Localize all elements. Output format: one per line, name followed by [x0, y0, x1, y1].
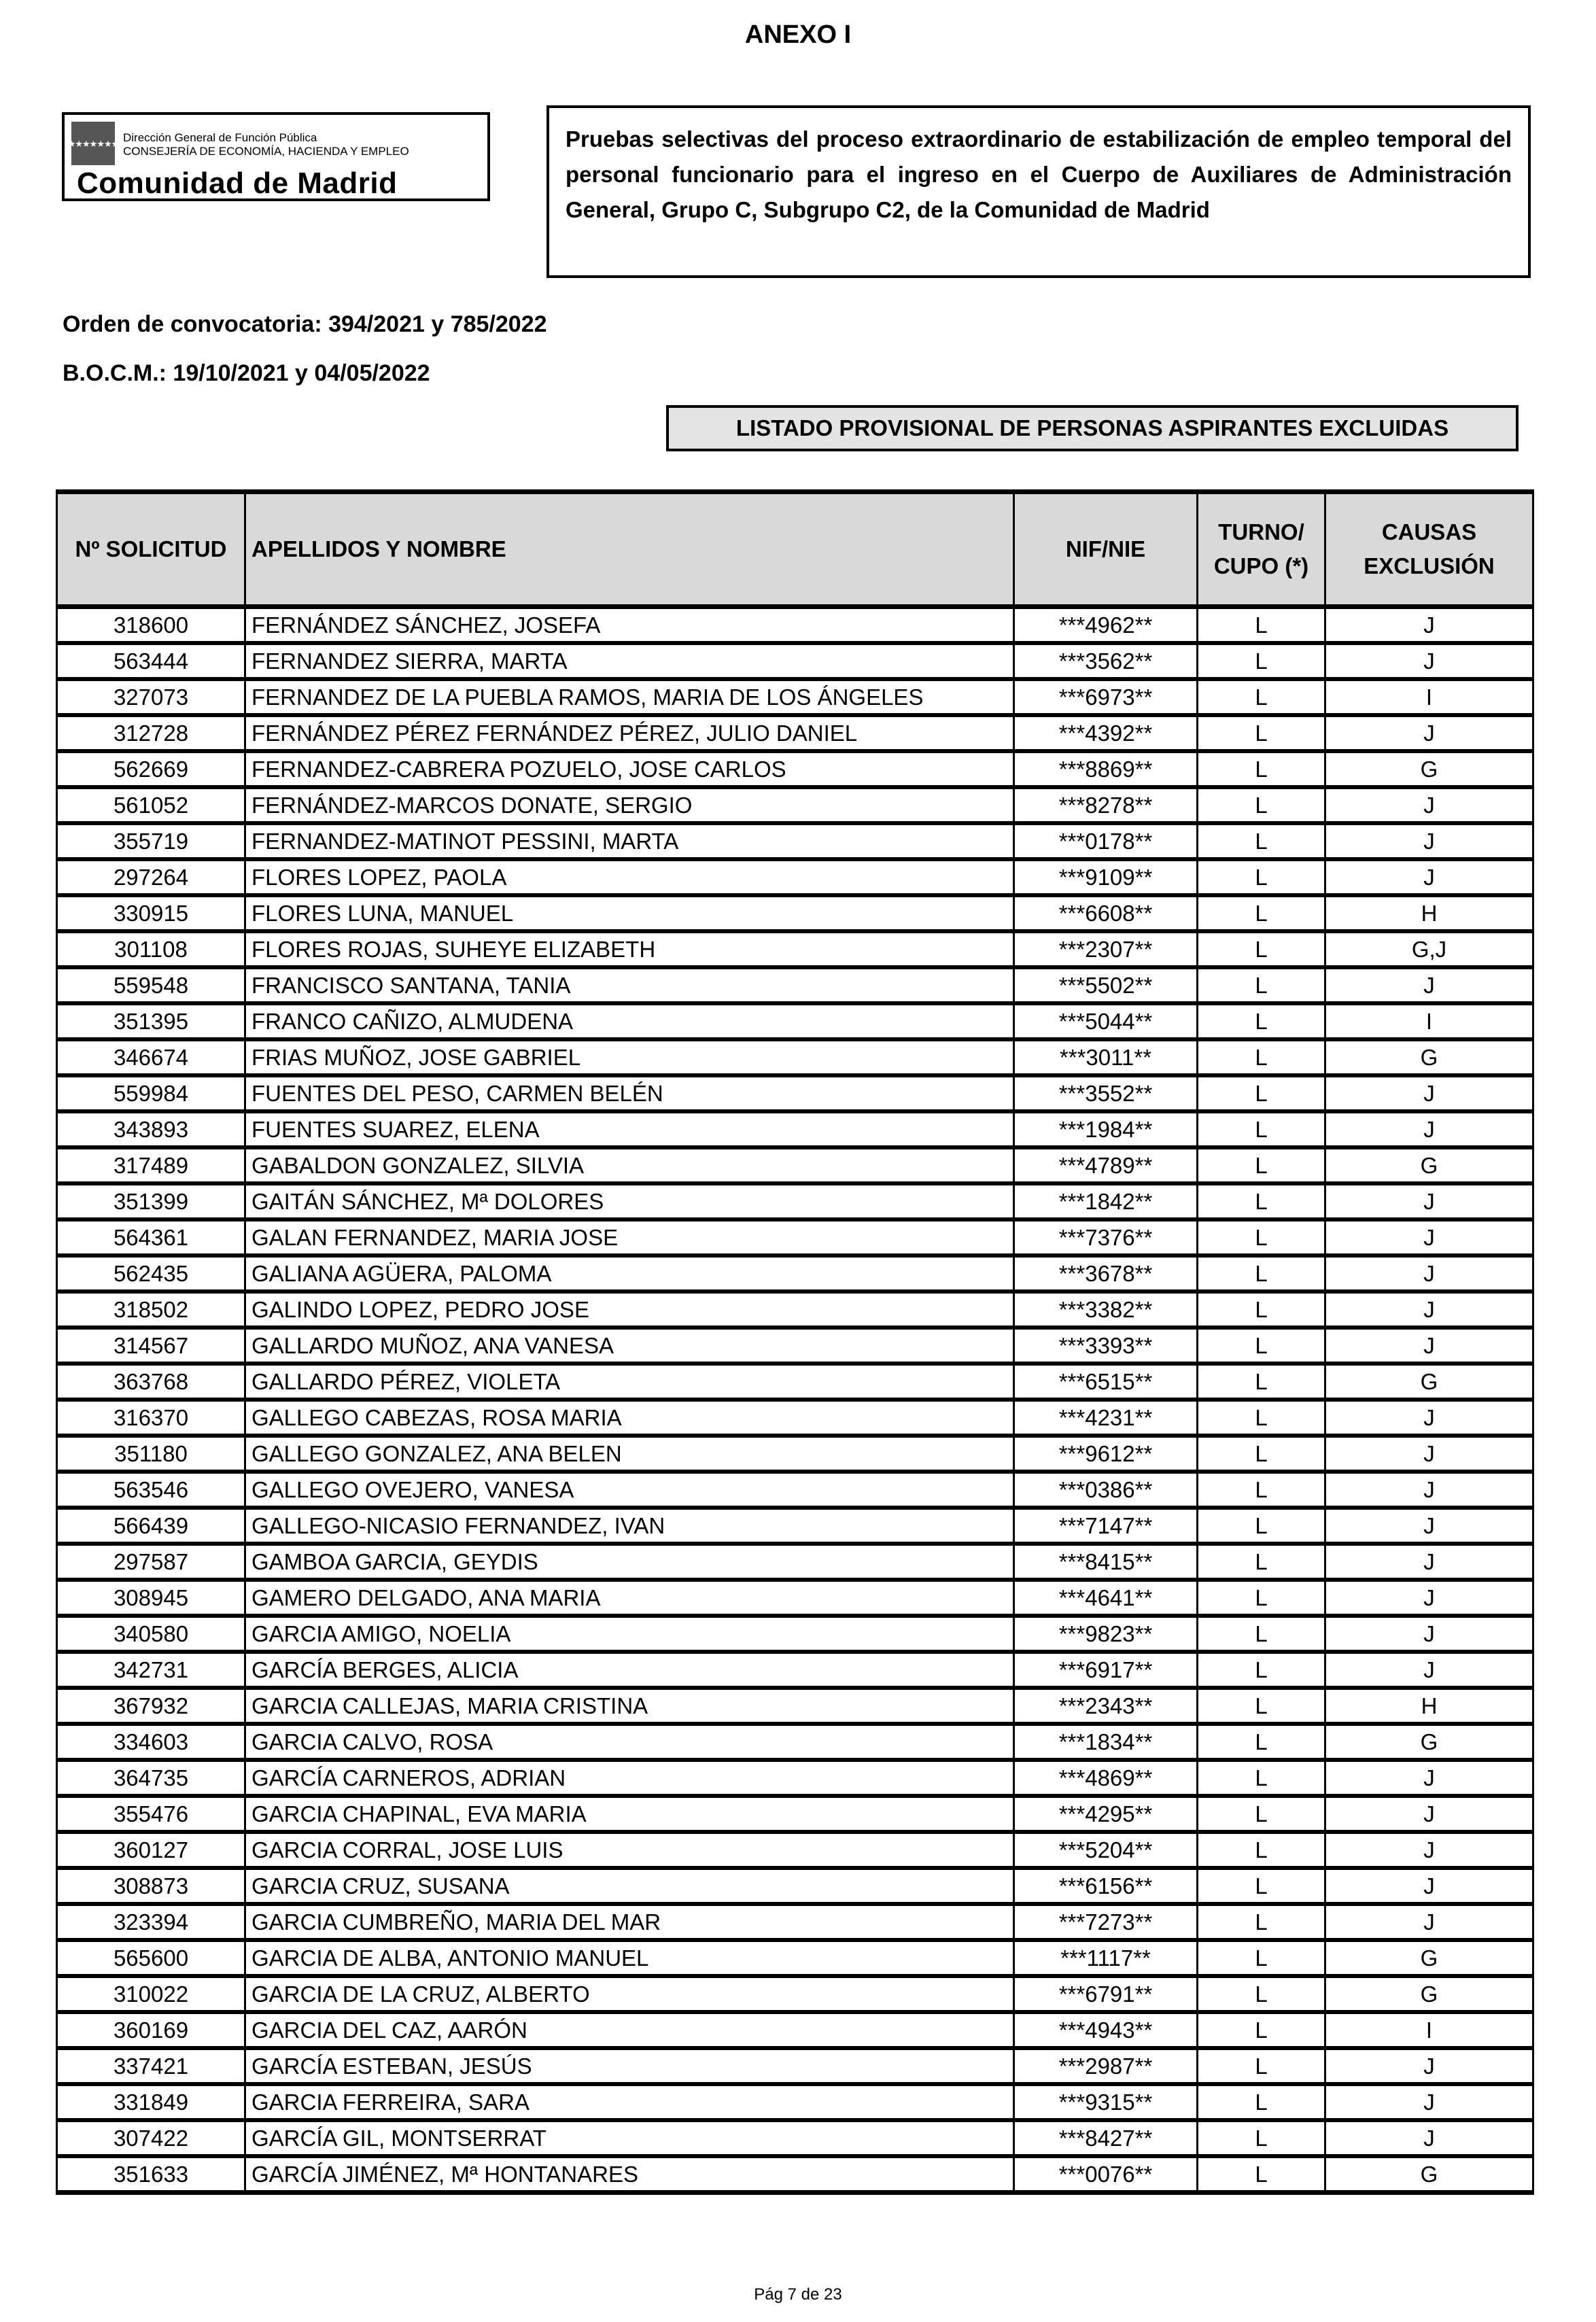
cell-solicitud: 334603: [57, 1724, 245, 1760]
col-header-causas: [1325, 492, 1533, 607]
table-row: [57, 1832, 1533, 1868]
table-row: [57, 787, 1533, 823]
logo-line-2: CONSEJERÍA DE ECONOMÍA, HACIENDA Y EMPLEO: [123, 145, 409, 158]
cell-turno: L: [1198, 2156, 1325, 2193]
cell-causas: J: [1325, 1436, 1533, 1472]
cell-solicitud: 364735: [57, 1760, 245, 1796]
cell-nombre: GARCIA DE ALBA, ANTONIO MANUEL: [245, 1940, 1014, 1976]
cell-turno: L: [1198, 1904, 1325, 1940]
cell-solicitud: 342731: [57, 1652, 245, 1688]
col-header-causas-line1: CAUSAS: [1381, 519, 1477, 544]
cell-solicitud: 346674: [57, 1039, 245, 1075]
cell-causas: G: [1325, 1976, 1533, 2012]
table-row: [57, 2084, 1533, 2120]
cell-nombre: GARCÍA ESTEBAN, JESÚS: [245, 2048, 1014, 2084]
cell-nombre: GARCIA DEL CAZ, AARÓN: [245, 2012, 1014, 2048]
cell-nombre: GARCIA CRUZ, SUSANA: [245, 1868, 1014, 1904]
cell-nombre: FLORES ROJAS, SUHEYE ELIZABETH: [245, 931, 1014, 967]
table-row: [57, 1868, 1533, 1904]
cell-solicitud: 563444: [57, 643, 245, 679]
table-row: [57, 2156, 1533, 2193]
cell-causas: G: [1325, 1364, 1533, 1400]
cell-nombre: GARCIA AMIGO, NOELIA: [245, 1616, 1014, 1652]
table-row: [57, 607, 1533, 644]
cell-nombre: GALLARDO PÉREZ, VIOLETA: [245, 1364, 1014, 1400]
cell-nif: ***7376**: [1014, 1219, 1198, 1255]
table-row: [57, 1364, 1533, 1400]
cell-solicitud: 563546: [57, 1472, 245, 1508]
cell-nombre: FLORES LOPEZ, PAOLA: [245, 859, 1014, 895]
table-row: [57, 679, 1533, 715]
cell-turno: L: [1198, 1436, 1325, 1472]
list-title: LISTADO PROVISIONAL DE PERSONAS ASPIRANTES EXCLUIDAS: [735, 415, 1449, 440]
cell-solicitud: 355719: [57, 823, 245, 859]
table-row: [57, 1544, 1533, 1580]
logo-name: Comunidad de Madrid: [77, 167, 398, 200]
cell-turno: L: [1198, 1219, 1325, 1255]
col-header-causas-line2: EXCLUSIÓN: [1364, 553, 1495, 578]
cell-nombre: FRANCISCO SANTANA, TANIA: [245, 967, 1014, 1003]
cell-nombre: GAMBOA GARCIA, GEYDIS: [245, 1544, 1014, 1580]
cell-turno: L: [1198, 715, 1325, 751]
table-row: [57, 643, 1533, 679]
cell-turno: L: [1198, 1255, 1325, 1292]
cell-nombre: FERNANDEZ-CABRERA POZUELO, JOSE CARLOS: [245, 751, 1014, 787]
cell-nif: ***3382**: [1014, 1292, 1198, 1328]
cell-turno: L: [1198, 1652, 1325, 1688]
cell-nombre: FERNANDEZ DE LA PUEBLA RAMOS, MARIA DE LOS ÁNGELES: [245, 679, 1014, 715]
cell-solicitud: 559548: [57, 967, 245, 1003]
table-row: [57, 1580, 1533, 1616]
table-row: [57, 1760, 1533, 1796]
cell-nif: ***7147**: [1014, 1508, 1198, 1544]
cell-nif: ***0076**: [1014, 2156, 1198, 2193]
page-number: Pág 7 de 23: [754, 2285, 842, 2304]
cell-nombre: GALLEGO CABEZAS, ROSA MARIA: [245, 1400, 1014, 1436]
cell-causas: J: [1325, 2048, 1533, 2084]
cell-nif: ***4231**: [1014, 1400, 1198, 1436]
cell-nif: ***9315**: [1014, 2084, 1198, 2120]
cell-turno: L: [1198, 823, 1325, 859]
table-row: [57, 1976, 1533, 2012]
cell-causas: J: [1325, 1111, 1533, 1147]
cell-causas: G: [1325, 1940, 1533, 1976]
cell-turno: L: [1198, 1075, 1325, 1111]
cell-causas: G: [1325, 1724, 1533, 1760]
cell-nif: ***3678**: [1014, 1255, 1198, 1292]
cell-causas: J: [1325, 823, 1533, 859]
cell-solicitud: 355476: [57, 1796, 245, 1832]
cell-nif: ***5502**: [1014, 967, 1198, 1003]
cell-nombre: GALLEGO-NICASIO FERNANDEZ, IVAN: [245, 1508, 1014, 1544]
table-row: [57, 1472, 1533, 1508]
cell-nif: ***4641**: [1014, 1580, 1198, 1616]
table-row: [57, 1039, 1533, 1075]
table-row: [57, 1003, 1533, 1039]
cell-nif: ***4789**: [1014, 1147, 1198, 1183]
logo-line-1: Dirección General de Función Pública: [123, 131, 317, 144]
cell-solicitud: 343893: [57, 1111, 245, 1147]
cell-turno: L: [1198, 1183, 1325, 1219]
cell-turno: L: [1198, 679, 1325, 715]
table-row: [57, 1292, 1533, 1328]
cell-causas: J: [1325, 1255, 1533, 1292]
cell-turno: L: [1198, 931, 1325, 967]
cell-causas: J: [1325, 1472, 1533, 1508]
cell-nif: ***6973**: [1014, 679, 1198, 715]
cell-turno: L: [1198, 1147, 1325, 1183]
bocm-dates: B.O.C.M.: 19/10/2021 y 04/05/2022: [63, 360, 430, 386]
cell-solicitud: 308945: [57, 1580, 245, 1616]
col-header-nombre: APELLIDOS Y NOMBRE: [245, 492, 1014, 607]
cell-nif: ***2307**: [1014, 931, 1198, 967]
cell-nombre: GABALDON GONZALEZ, SILVIA: [245, 1147, 1014, 1183]
col-header-nif: NIF/NIE: [1014, 492, 1198, 607]
cell-causas: J: [1325, 643, 1533, 679]
cell-nombre: GAITÁN SÁNCHEZ, Mª DOLORES: [245, 1183, 1014, 1219]
cell-solicitud: 310022: [57, 1976, 245, 2012]
cell-nombre: GARCÍA GIL, MONTSERRAT: [245, 2120, 1014, 2156]
cell-turno: L: [1198, 1760, 1325, 1796]
cell-solicitud: 351395: [57, 1003, 245, 1039]
cell-turno: L: [1198, 1724, 1325, 1760]
cell-turno: L: [1198, 859, 1325, 895]
cell-causas: J: [1325, 1904, 1533, 1940]
cell-solicitud: 561052: [57, 787, 245, 823]
cell-solicitud: 301108: [57, 931, 245, 967]
cell-causas: J: [1325, 1760, 1533, 1796]
table-row: [57, 1219, 1533, 1255]
table-row: [57, 1436, 1533, 1472]
cell-nif: ***8278**: [1014, 787, 1198, 823]
table-row: [57, 823, 1533, 859]
cell-solicitud: 562669: [57, 751, 245, 787]
cell-nombre: FLORES LUNA, MANUEL: [245, 895, 1014, 931]
cell-nif: ***6515**: [1014, 1364, 1198, 1400]
cell-nombre: FRANCO CAÑIZO, ALMUDENA: [245, 1003, 1014, 1039]
table-row: [57, 1183, 1533, 1219]
cell-solicitud: 360169: [57, 2012, 245, 2048]
cell-nif: ***0386**: [1014, 1472, 1198, 1508]
cell-nif: ***1842**: [1014, 1183, 1198, 1219]
table-row: [57, 859, 1533, 895]
cell-turno: L: [1198, 787, 1325, 823]
cell-nif: ***7273**: [1014, 1904, 1198, 1940]
cell-nif: ***6608**: [1014, 895, 1198, 931]
cell-causas: G,J: [1325, 931, 1533, 967]
cell-nif: ***6917**: [1014, 1652, 1198, 1688]
cell-solicitud: 312728: [57, 715, 245, 751]
cell-causas: J: [1325, 1544, 1533, 1580]
cell-causas: J: [1325, 1328, 1533, 1364]
logo-department: [123, 131, 409, 158]
cell-nombre: GARCIA CUMBREÑO, MARIA DEL MAR: [245, 1904, 1014, 1940]
cell-nombre: GARCIA DE LA CRUZ, ALBERTO: [245, 1976, 1014, 2012]
cell-turno: L: [1198, 1796, 1325, 1832]
cell-solicitud: 562435: [57, 1255, 245, 1292]
cell-turno: L: [1198, 1940, 1325, 1976]
cell-solicitud: 351180: [57, 1436, 245, 1472]
cell-nif: ***3562**: [1014, 643, 1198, 679]
cell-nombre: FUENTES SUAREZ, ELENA: [245, 1111, 1014, 1147]
cell-turno: L: [1198, 2120, 1325, 2156]
cell-nombre: GALIANA AGÜERA, PALOMA: [245, 1255, 1014, 1292]
comunidad-madrid-logo: [62, 112, 490, 201]
table-row: [57, 2012, 1533, 2048]
cell-nombre: FERNANDEZ SIERRA, MARTA: [245, 643, 1014, 679]
cell-solicitud: 337421: [57, 2048, 245, 2084]
cell-nombre: FERNÁNDEZ SÁNCHEZ, JOSEFA: [245, 607, 1014, 644]
cell-solicitud: 318502: [57, 1292, 245, 1328]
table-row: [57, 1904, 1533, 1940]
table-row: [57, 1508, 1533, 1544]
table-body: [57, 607, 1533, 2193]
cell-nif: ***4869**: [1014, 1760, 1198, 1796]
cell-nombre: FUENTES DEL PESO, CARMEN BELÉN: [245, 1075, 1014, 1111]
cell-turno: L: [1198, 2084, 1325, 2120]
cell-nif: ***1984**: [1014, 1111, 1198, 1147]
cell-turno: L: [1198, 1616, 1325, 1652]
cell-solicitud: 367932: [57, 1688, 245, 1724]
cell-nombre: GARCÍA JIMÉNEZ, Mª HONTANARES: [245, 2156, 1014, 2193]
cell-solicitud: 314567: [57, 1328, 245, 1364]
table-row: [57, 1724, 1533, 1760]
cell-nif: ***8427**: [1014, 2120, 1198, 2156]
cell-causas: J: [1325, 787, 1533, 823]
cell-causas: J: [1325, 1508, 1533, 1544]
cell-causas: I: [1325, 2012, 1533, 2048]
cell-nombre: GARCÍA CARNEROS, ADRIAN: [245, 1760, 1014, 1796]
cell-solicitud: 297264: [57, 859, 245, 895]
cell-causas: J: [1325, 1183, 1533, 1219]
cell-turno: L: [1198, 1039, 1325, 1075]
cell-solicitud: 297587: [57, 1544, 245, 1580]
cell-causas: J: [1325, 1580, 1533, 1616]
table-row: [57, 1616, 1533, 1652]
cell-turno: L: [1198, 1976, 1325, 2012]
cell-causas: H: [1325, 895, 1533, 931]
cell-turno: L: [1198, 1688, 1325, 1724]
cell-nombre: GARCIA CALLEJAS, MARIA CRISTINA: [245, 1688, 1014, 1724]
col-header-turno: [1198, 492, 1325, 607]
cell-nombre: GALLARDO MUÑOZ, ANA VANESA: [245, 1328, 1014, 1364]
cell-causas: G: [1325, 1039, 1533, 1075]
cell-turno: L: [1198, 1111, 1325, 1147]
table-row: [57, 1796, 1533, 1832]
cell-nif: ***1117**: [1014, 1940, 1198, 1976]
cell-solicitud: 307422: [57, 2120, 245, 2156]
cell-causas: G: [1325, 2156, 1533, 2193]
cell-nif: ***3552**: [1014, 1075, 1198, 1111]
cell-solicitud: 360127: [57, 1832, 245, 1868]
cell-turno: L: [1198, 1580, 1325, 1616]
cell-causas: J: [1325, 967, 1533, 1003]
cell-turno: L: [1198, 751, 1325, 787]
cell-turno: L: [1198, 2012, 1325, 2048]
cell-nif: ***3011**: [1014, 1039, 1198, 1075]
cell-turno: L: [1198, 607, 1325, 644]
cell-solicitud: 340580: [57, 1616, 245, 1652]
cell-causas: J: [1325, 607, 1533, 644]
table-row: [57, 1688, 1533, 1724]
cell-nombre: FERNÁNDEZ PÉREZ FERNÁNDEZ PÉREZ, JULIO DANIEL: [245, 715, 1014, 751]
cell-nif: ***9823**: [1014, 1616, 1198, 1652]
cell-nif: ***6791**: [1014, 1976, 1198, 2012]
cell-nombre: GARCIA CHAPINAL, EVA MARIA: [245, 1796, 1014, 1832]
cell-solicitud: 331849: [57, 2084, 245, 2120]
cell-causas: I: [1325, 679, 1533, 715]
cell-solicitud: 316370: [57, 1400, 245, 1436]
cell-turno: L: [1198, 1544, 1325, 1580]
cell-turno: L: [1198, 643, 1325, 679]
cell-causas: J: [1325, 1652, 1533, 1688]
cell-nif: ***1834**: [1014, 1724, 1198, 1760]
table-row: [57, 967, 1533, 1003]
table-row: [57, 1075, 1533, 1111]
table-row: [57, 931, 1533, 967]
cell-turno: L: [1198, 1508, 1325, 1544]
cell-solicitud: 363768: [57, 1364, 245, 1400]
cell-causas: J: [1325, 1400, 1533, 1436]
cell-nif: ***9109**: [1014, 859, 1198, 895]
cell-nombre: GALLEGO GONZALEZ, ANA BELEN: [245, 1436, 1014, 1472]
cell-solicitud: 351633: [57, 2156, 245, 2193]
cell-nif: ***9612**: [1014, 1436, 1198, 1472]
cell-turno: L: [1198, 1472, 1325, 1508]
cell-turno: L: [1198, 1292, 1325, 1328]
cell-nif: ***5044**: [1014, 1003, 1198, 1039]
stars-emblem-icon: ★★★★★★★: [71, 122, 115, 165]
excluded-applicants-table: [56, 489, 1534, 2195]
cell-nombre: GALINDO LOPEZ, PEDRO JOSE: [245, 1292, 1014, 1328]
cell-causas: G: [1325, 1147, 1533, 1183]
cell-solicitud: 323394: [57, 1904, 245, 1940]
cell-nombre: GAMERO DELGADO, ANA MARIA: [245, 1580, 1014, 1616]
cell-causas: J: [1325, 1219, 1533, 1255]
list-title-box: [666, 405, 1519, 451]
table-row: [57, 2120, 1533, 2156]
cell-causas: J: [1325, 859, 1533, 895]
cell-turno: L: [1198, 967, 1325, 1003]
cell-nif: ***4295**: [1014, 1796, 1198, 1832]
cell-causas: J: [1325, 1075, 1533, 1111]
cell-causas: J: [1325, 1868, 1533, 1904]
cell-solicitud: 564361: [57, 1219, 245, 1255]
cell-turno: L: [1198, 1003, 1325, 1039]
table-row: [57, 1328, 1533, 1364]
cell-turno: L: [1198, 2048, 1325, 2084]
table-row: [57, 895, 1533, 931]
cell-nif: ***2987**: [1014, 2048, 1198, 2084]
cell-causas: J: [1325, 1832, 1533, 1868]
table-header-row: [57, 492, 1533, 607]
cell-nombre: FERNÁNDEZ-MARCOS DONATE, SERGIO: [245, 787, 1014, 823]
table-row: [57, 1940, 1533, 1976]
cell-causas: J: [1325, 2084, 1533, 2120]
cell-nombre: GARCIA CORRAL, JOSE LUIS: [245, 1832, 1014, 1868]
cell-causas: J: [1325, 715, 1533, 751]
cell-nif: ***2343**: [1014, 1688, 1198, 1724]
table-row: [57, 1652, 1533, 1688]
col-header-turno-line2: CUPO (*): [1213, 553, 1309, 578]
cell-solicitud: 559984: [57, 1075, 245, 1111]
table-row: [57, 2048, 1533, 2084]
cell-solicitud: 327073: [57, 679, 245, 715]
table-row: [57, 715, 1533, 751]
cell-nif: ***5204**: [1014, 1832, 1198, 1868]
cell-turno: L: [1198, 1400, 1325, 1436]
cell-nif: ***4962**: [1014, 607, 1198, 644]
process-description: Pruebas selectivas del proceso extraordinario de estabilización de empleo temporal del personal funcionario para el ingreso en el Cuerpo de Auxiliares de Administración General, Grupo C, Subgrupo C2, de la Comunidad de Madrid: [566, 126, 1512, 222]
cell-causas: J: [1325, 2120, 1533, 2156]
cell-solicitud: 317489: [57, 1147, 245, 1183]
table-row: [57, 1111, 1533, 1147]
cell-nif: ***8869**: [1014, 751, 1198, 787]
cell-nombre: GARCÍA BERGES, ALICIA: [245, 1652, 1014, 1688]
cell-solicitud: 330915: [57, 895, 245, 931]
cell-nombre: FERNANDEZ-MATINOT PESSINI, MARTA: [245, 823, 1014, 859]
cell-nombre: GALLEGO OVEJERO, VANESA: [245, 1472, 1014, 1508]
cell-solicitud: 351399: [57, 1183, 245, 1219]
table-row: [57, 1255, 1533, 1292]
cell-nif: ***4392**: [1014, 715, 1198, 751]
cell-nif: ***0178**: [1014, 823, 1198, 859]
cell-turno: L: [1198, 1328, 1325, 1364]
cell-solicitud: 566439: [57, 1508, 245, 1544]
cell-turno: L: [1198, 1832, 1325, 1868]
cell-causas: J: [1325, 1292, 1533, 1328]
cell-nif: ***6156**: [1014, 1868, 1198, 1904]
cell-solicitud: 308873: [57, 1868, 245, 1904]
cell-causas: J: [1325, 1616, 1533, 1652]
cell-nombre: FRIAS MUÑOZ, JOSE GABRIEL: [245, 1039, 1014, 1075]
cell-causas: J: [1325, 1796, 1533, 1832]
table-row: [57, 751, 1533, 787]
cell-turno: L: [1198, 1364, 1325, 1400]
cell-causas: I: [1325, 1003, 1533, 1039]
table-row: [57, 1400, 1533, 1436]
cell-causas: H: [1325, 1688, 1533, 1724]
cell-solicitud: 565600: [57, 1940, 245, 1976]
cell-nif: ***8415**: [1014, 1544, 1198, 1580]
col-header-turno-line1: TURNO/: [1218, 519, 1304, 544]
annex-title: ANEXO I: [744, 20, 852, 49]
cell-nombre: GARCIA CALVO, ROSA: [245, 1724, 1014, 1760]
cell-nombre: GARCIA FERREIRA, SARA: [245, 2084, 1014, 2120]
cell-nif: ***3393**: [1014, 1328, 1198, 1364]
cell-causas: G: [1325, 751, 1533, 787]
cell-nif: ***4943**: [1014, 2012, 1198, 2048]
process-description-box: [547, 105, 1531, 278]
col-header-solicitud: Nº SOLICITUD: [57, 492, 245, 607]
table-row: [57, 1147, 1533, 1183]
cell-nombre: GALAN FERNANDEZ, MARIA JOSE: [245, 1219, 1014, 1255]
orden-convocatoria: Orden de convocatoria: 394/2021 y 785/2022: [63, 311, 547, 337]
cell-turno: L: [1198, 1868, 1325, 1904]
cell-solicitud: 318600: [57, 607, 245, 644]
cell-turno: L: [1198, 895, 1325, 931]
